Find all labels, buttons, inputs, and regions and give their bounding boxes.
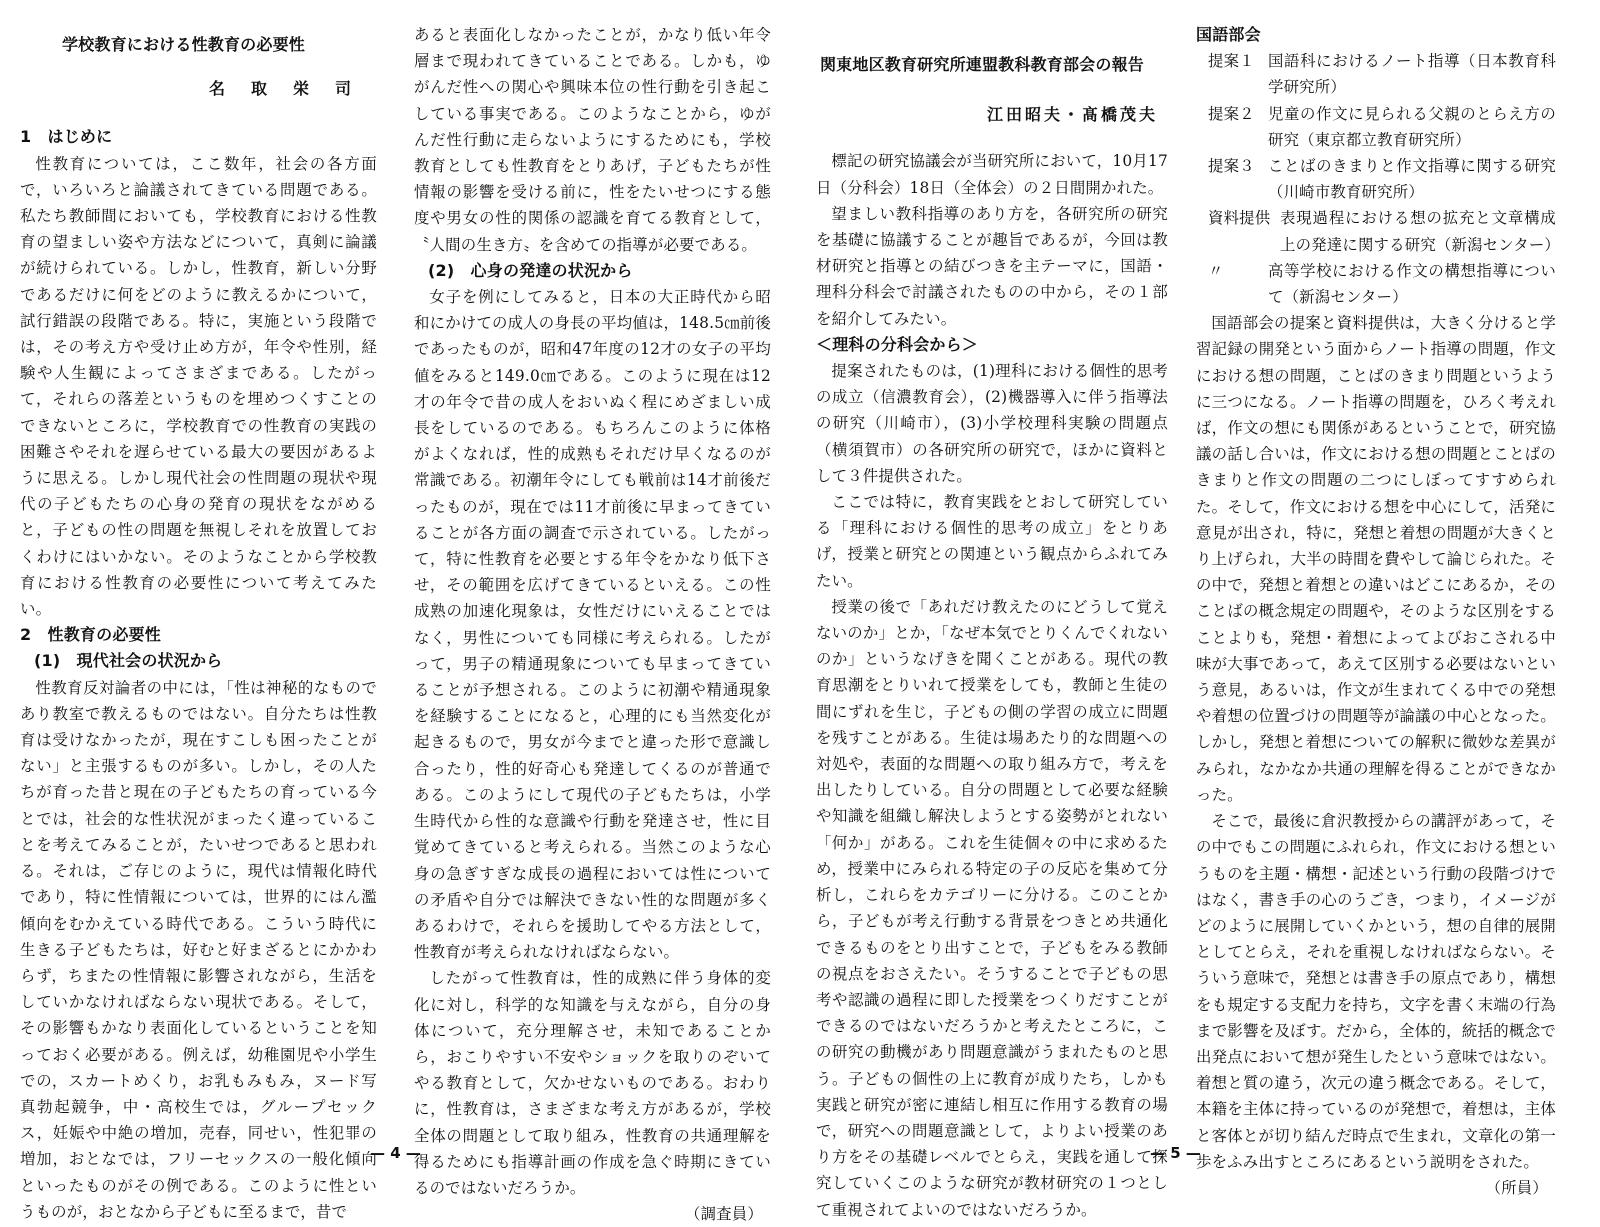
- proposal-label: 提案３: [1208, 157, 1255, 176]
- paragraph: 女子を例にしてみると，日本の大正時代から昭和にかけての成人の身長の平均値は，148.5㎝前後であったものが，昭和47年度の12才の女子の平均値をみると149.0㎝である。このように現在は12才の年令で昔の成人をおいぬく程にめざましい成長をしているのである。もちろんこのように体格がよくなれば，性的成熟もそれだけ早くなるのが常識である。初潮年令にしても戦前は14才前後だったものが，現在では11才前後に早まってきていることが各方面の調査で示されている。したがって，特に性教育を必要とする年令をかなり低下させ，その範囲を広げてきているといえる。この性成熟の加速化現象は，女性だけにいえることではなく，男性についても同様に考えられる。したがって，男子の精通現象についても早まってきていることが予想される。このように初潮や精通現象を経験することになると，心理的にも当然変化が起きるもので，男女が今までと違った形で意識し合ったり，性的好奇心も発達してくるのが普通である。このようにして現代の子どもたちは，小学生時代から性的な意識や行動を発達させ，性に目覚めてきていると考えられる。当然このような心身の急ぎすぎな成長の過程においては性についての矛盾や自分では解決できない性的な問題が多くあるわけで，それらを援助してやる方法として，性教育が考えられなければならない。: [414, 288, 771, 962]
- proposal-item: [1208, 153, 1556, 205]
- proposal-item: [1208, 205, 1561, 257]
- proposal-text: 高等学校における作文の構想指導について（新潟センター）: [1268, 261, 1556, 307]
- report-authors: 江田昭夫・髙橋茂夫: [986, 105, 1158, 125]
- page-5-column-1-body: [816, 148, 1168, 1222]
- page-4-column-2: [414, 22, 771, 1227]
- proposal-label: 提案２: [1208, 104, 1255, 123]
- page-number: — 4 —: [370, 1144, 421, 1162]
- subsection-heading: (2) 心身の発達の状況から: [428, 260, 633, 280]
- page-5: [810, 0, 1600, 1219]
- section-heading: 2 性教育の必要性: [20, 625, 161, 645]
- paragraph: 望ましい教科指導のあり方を，各研究所の研究を基礎に協議することが趣旨であるが，今回は教材研究と指導との結びつきを主テーマに，国語・理科分科会で討議されたものの中から，その１部を紹介してみたい。: [816, 204, 1168, 328]
- proposal-label: 提案１: [1208, 52, 1255, 71]
- page-4: [0, 0, 790, 1224]
- proposal-label: 資料提供: [1208, 209, 1271, 228]
- report-title: 関東地区教育研究所連盟教科教育部会の報告: [819, 55, 1144, 74]
- paragraph: 提案されたものは，(1)理科における個性的思考の成立（信濃教育会），(2)機器導入に伴う指導法の研究（川崎市），(3)小学校理科実験の問題点（横須賀市）の各研究所の研究で，ほかに資料として３件提供された。: [816, 362, 1168, 485]
- paragraph: ここでは特に，教育実践をとおして研究している「理科における個性的思考の成立」をとりあげ，授業と研究との関連という観点からふれてみたい。: [816, 493, 1168, 590]
- page-5-column-2-body: [1196, 310, 1556, 1175]
- proposal-item: [1208, 101, 1556, 153]
- article-title: 学校教育における性教育の必要性: [61, 35, 305, 54]
- paragraph: あると表面化しなかったことが，かなり低い年令層まで現われてきていることである。しかも，ゆがんだ性への関心や興味本位の性行動を引き起こしている事実である。このようなことから，ゆがんだ性行動に走らないようにするためにも，学校教育としても性教育をとりあげ，子どもたちが性情報の影響を受ける前に，性をたいせつにする態度や男女の性的関係の認識を育てる教育として，〝人間の生き方〟を含めての指導が必要である。: [414, 26, 771, 254]
- paragraph: 国語部会の提案と資料提供は，大きく分けると学習記録の開発という面からノート指導の問題，作文における想の問題，ことばのきまり問題というように三つになる。ノート指導の問題を，ひろく考えれば，作文の想にも関係があるということで，研究協議の話し合いは，作文における想の問題とことばのきまりと作文の問題の二つにしぼってすすめられた。そして，作文における想を中心にして，活発に意見が出され，特に，発想と着想の問題が大きくとり上げられ，大半の時間を費やして論じられた。その中で，発想と着想との違いはどこにあるか，そのことばの概念規定の問題や，そのような区別をすることよりも，発想・着想によってよびおこされる中味が大事であって，あえて区別する必要はないという意見，あるいは，作文が生まれてくる中での発想や着想の位置づけの問題等が論議の中心となった。しかし，発想と着想についての解釈に微妙な差異がみられ，なかなか共通の理解を得ることができなかった。: [1196, 314, 1556, 804]
- page-4-column-1-body: [20, 124, 377, 1225]
- paragraph: 性教育については，ここ数年，社会の各方面で，いろいろと論議されてきている問題である。私たち教師間においても，学校教育における性教育の望ましい姿や方法などについて，真剣に論議が続けられている。しかし，性教育，新しい分野であるだけに何をどのように教えるかについて，試行錯誤の段階である。特に，実施という段階では，その考え方や受け止め方が，年令や性別，経験や人生観によってさまざまである。したがって，それらの落差というものを埋めつくすことのできないところに，学校教育での性教育の実践の困難さやそれを遅らせている最大の要因があるように思える。しかし現代社会の性問題の現状や現代の子どもたちの心身の発育の現状をながめると，子どもの性の問題を無視しそれを放置しておくわけにはいかない。そのようなことから学校教育における性教育の必要性について考えてみたい。: [20, 154, 377, 619]
- page-4-column-1: [20, 24, 377, 1225]
- paragraph: 性教育反対論者の中には，「性は神秘的なものであり教室で教えるものではない。自分たちは性教育は受けなかったが，現在すこしも困ったことがない」と主張するものが多い。しかし，その人たちが育った昔と現在の子どもたちの育っている今とでは，社会的な性状況がまったく違っていることを考えてみることが，たいせつであると思われる。それは，ご存じのように，現代は情報化時代であり，特に性情報については，世界的にはん濫傾向をむかえている時代である。こういう時代に生きる子どもたちは，好むと好まざるとにかかわらず，ちまたの性情報に影響されながら，生活をしていかなければならない現状である。そして，その影響もかなり表面化しているということを知っておく必要がある。例えば，幼稚園児や小学生での，スカートめくり，お乳もみもみ，ヌード写真勃起競争，中・高校生では，グループセックス，妊娠や中絶の増加，売春，同せい，性犯罪の増加，おとなでは，フリーセックスの一般化傾向といったものがその例である。このように性というものが，おとなから子どもに至るまで，昔で: [20, 678, 377, 1221]
- proposal-text: 国語科におけるノート指導（日本教育科学研究所）: [1268, 52, 1556, 97]
- signoff: （調査員）: [685, 1205, 763, 1224]
- page-5-column-2: [1196, 22, 1561, 1201]
- proposal-item: [1208, 258, 1556, 310]
- proposal-label: 〃: [1208, 261, 1224, 280]
- paragraph: したがって性教育は，性的成熟に伴う身体的変化に対し，科学的な知識を与えながら，自分の身体について，充分理解させ，未知であることから，おこりやすい不安やショックを取りのぞいてやる教育として，欠かせないものである。おわりに，性教育は，さまざまな考え方があるが，学校全体の問題として取り組み，性教育の共通理解を得るためにも指導計画の作成を急ぐ時期にきているのではないだろうか。: [414, 969, 771, 1197]
- signoff: （所員）: [1485, 1178, 1548, 1197]
- paragraph: 標記の研究協議会が当研究所において，10月17日（分科会）18日（全体会）の２日間開かれた。: [816, 152, 1168, 197]
- proposal-list: [1196, 48, 1561, 310]
- paragraph: 授業の後で「あれだけ教えたのにどうして覚えないのか」とか，「なぜ本気でとりくんでくれないのか」というなげきを聞くことがある。現代の教育思潮をとりいれて授業をしても，教師と生徒の間にずれを生じ，子どもの側の学習の成立に問題を残すことがある。生徒は場あたり的な問題への対処や，表面的な問題への取り組み方で，考えを出したりしている。自分の問題として必要な経験や知識を組織し解決しようとする姿勢がとれない「何か」がある。これを生徒個々の中に求めるため，授業中にみられる特定の子の反応を集めて分析し，これらをカテゴリーに分ける。このことから，子どもが考え行動する背景をつきとめ共通化できるものをとり出すことで，子どもをみる教師の視点をおさえたい。そうすることで子どもの思考や認識の過程に即した授業をつくりだすことができるのではないだろうかと考えたところに，この研究の動機があり問題意識がうまれたものと思う。子どもの個性の上に教育が成りたち，しかも実践と研究が密に連結し相互に作用する教育の場で，研究への問題意識として，よりよい授業のあり方をその基礎レベルでとらえ，実践を通して探究していくこのような研究が教材研究の１つとして重視されてよいのではないだろうか。: [816, 597, 1168, 1219]
- paragraph: そこで，最後に倉沢教授からの講評があって，その中でもこの問題にふれられ，作文における想というものを主題・構想・記述という行動の段階づけではなく，書き手の心のうごき，つまり，イメージがどのように展開していくかという，想の自律的展開としてとらえ，それを重視しなければならない。そういう意味で，発想とは書き手の原点であり，構想をも規定する支配力を持ち，文字を書く末端の行為まで影響を及ぼす。だから，全体的，統括的概念で出発点において想が発生したという意味ではない。着想と質の違う，次元の違う概念である。そして，本籍を主体に持っているのが発想で，着想は，主体と客体とが切り結んだ時点で生まれ，文章化の第一歩をふみ出すところにあるという説明をされた。: [1196, 812, 1556, 1171]
- proposal-text: 表現過程における想の拡充と文章構成上の発達に関する研究（新潟センター）: [1280, 209, 1561, 254]
- subsection-heading: (1) 現代社会の状況から: [34, 651, 223, 671]
- article-author: 名取栄司: [208, 79, 377, 99]
- proposal-text: ことばのきまりと作文指導に関する研究（川崎市教育研究所）: [1268, 157, 1556, 202]
- page-5-column-1: [816, 24, 1168, 1223]
- proposal-text: 児童の作文に見られる父親のとらえ方の研究（東京都立教育研究所）: [1268, 104, 1556, 149]
- section-heading: 1 はじめに: [20, 127, 113, 147]
- section-heading-kokugo: 国語部会: [1196, 25, 1261, 44]
- page-number: — 5 —: [1150, 1144, 1201, 1162]
- section-heading: ＜理科の分科会から＞: [816, 334, 979, 354]
- proposal-item: [1208, 48, 1556, 100]
